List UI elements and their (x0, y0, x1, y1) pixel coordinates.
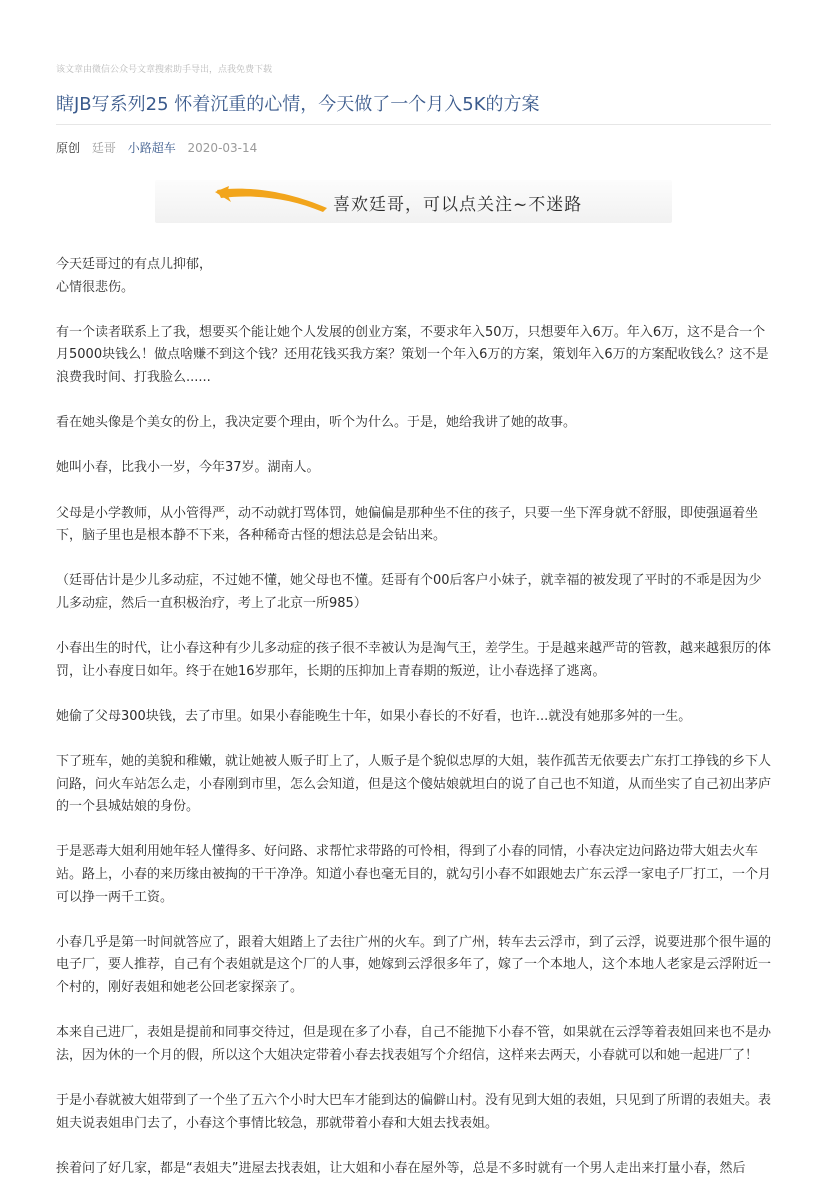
paragraph: 小春出生的时代，让小春这种有少儿多动症的孩子很不幸被认为是淘气王，差学生。于是越来越严苛的管教，越来越狠厉的体罚，让小春度日如年。终于在她16岁那年，长期的压抑加上青春期的叛逆，让小春选择了逃离。 (56, 641, 772, 679)
paragraph: 于是恶毒大姐利用她年轻人懂得多、好问路、求帮忙求带路的可怜相，得到了小春的同情，小春决定边问路边带大姐去火车站。路上，小春的来历缘由被掏的干干净净。知道小春也毫无目的，就勾引小春不如跟她去广东云浮一家电子厂打工，一个月可以挣一两千工资。 (56, 844, 772, 905)
paragraph: 小春几乎是第一时间就答应了，跟着大姐踏上了去往广州的火车。到了广州，转车去云浮市，到了云浮，说要进那个很牛逼的电子厂，要人推荐，自己有个表姐就是这个厂的人事，她嫁到云浮很多年了，嫁了一个本地人，这个本地人老家是云浮附近一个村的，刚好表姐和她老公回老家探亲了。 (56, 934, 772, 995)
paragraph: 下了班车，她的美貌和稚嫩，就让她被人贩子盯上了，人贩子是个貌似忠厚的大姐，装作孤苦无依要去广东打工挣钱的乡下人问路，问火车站怎么走，小春刚到市里，怎么会知道，但是这个傻姑娘就坦白的说了自己也不知道，从而坐实了自己初出茅庐的一个县城姑娘的身份。 (56, 754, 772, 815)
paragraph: 她叫小春，比我小一岁，今年37岁。湖南人。 (56, 460, 320, 476)
paragraph: 她偷了父母300块钱，去了市里。如果小春能晚生十年，如果小春长的不好看，也许...就没有她那多舛的一生。 (56, 708, 692, 724)
paragraph: 挨着问了好几家，都是“表姐夫”进屋去找表姐，让大姐和小春在屋外等，总是不多时就有一个男人走出来打量小春，然后 (56, 1160, 746, 1176)
author-name: 廷哥 (91, 141, 116, 155)
article-meta (56, 140, 265, 156)
paragraph: 于是小春就被大姐带到了一个坐了五六个小时大巴车才能到达的偏僻山村。没有见到大姐的表姐，只见到了所谓的表姐夫。表姐夫说表姐串门去了，小春这个事情比较急，那就带着小春和大姐去找表姐。 (56, 1092, 772, 1131)
title-divider (56, 124, 771, 125)
paragraph: 父母是小学教师，从小管得严，动不动就打骂体罚，她偏偏是那种坐不住的孩子，只要一坐下浑身就不舒服，即使强逼着坐下，脑子里也是根本静不下来，各种稀奇古怪的想法总是会钻出来。 (56, 505, 759, 544)
article-title: 瞎JB写系列25 怀着沉重的心情，今天做了一个月入5K的方案 (56, 94, 540, 115)
paragraph: 本来自己进厂，表姐是提前和同事交待过，但是现在多了小春，自己不能抛下小春不管，如果就在云浮等着表姐回来也不是办法，因为休的一个月的假，所以这个大姐决定带着小春去找表姐写个介绍信，这样来去两天，小春就可以和她一起进厂了！ (56, 1025, 772, 1063)
paragraph: （廷哥估计是少儿多动症，不过她不懂，她父母也不懂。廷哥有个00后客户小妹子，就幸福的被发现了平时的不乖是因为少儿多动症，然后一直积极治疗，考上了北京一所985） (56, 573, 762, 611)
follow-banner (155, 180, 672, 223)
publish-date: 2020-03-14 (187, 141, 258, 155)
paragraph: 今天廷哥过的有点儿抑郁， (56, 257, 213, 272)
paragraph: 有一个读者联系上了我，想要买个能让她个人发展的创业方案，不要求年入50万，只想要年入6万。年入6万，这不是合一个月5000块钱么！做点啥赚不到这个钱？还用花钱买我方案？策划一个年入6万的方案，策划年入6万的方案配收钱么？这不是浪费我时间、打我脸么...... (56, 324, 769, 385)
paragraph: 心情很悲伤。 (56, 279, 135, 295)
account-link[interactable]: 小路超车 (127, 141, 176, 155)
article-body (56, 254, 771, 1203)
original-badge: 原创 (56, 141, 81, 155)
paragraph: 看在她头像是个美女的份上，我决定要个理由，听个为什么。于是，她给我讲了她的故事。 (56, 415, 577, 431)
arrow-swoosh-icon (215, 182, 335, 220)
export-note-link[interactable]: 该文章由微信公众号文章搜索助手导出，点我免费下载 (56, 65, 273, 75)
follow-banner-text: 喜欢廷哥，可以点关注~不迷路 (333, 195, 583, 215)
